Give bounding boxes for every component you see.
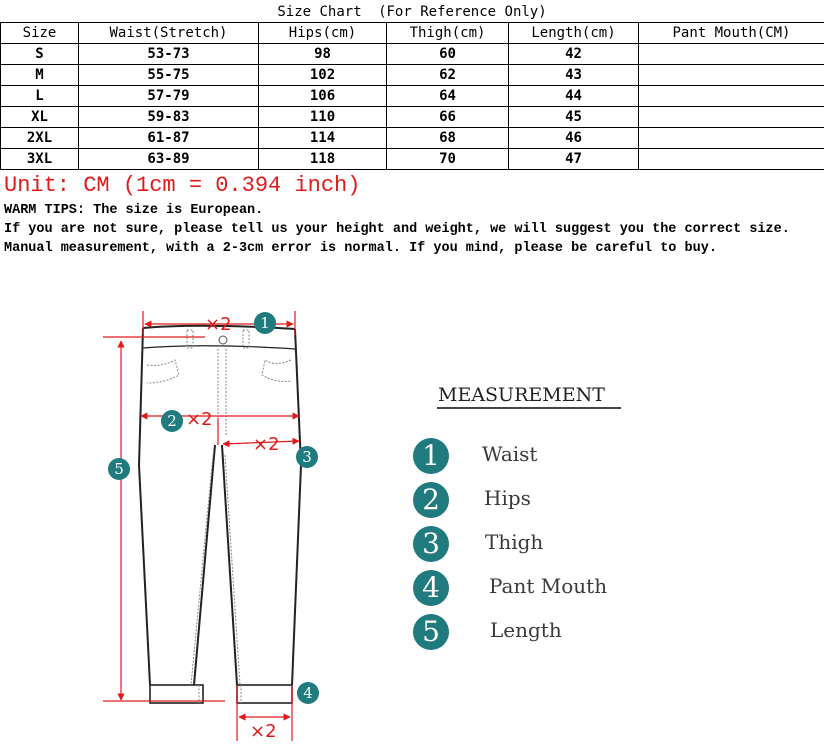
cell-thigh: 64 — [387, 86, 509, 107]
legend-title: MEASUREMENT — [438, 384, 605, 406]
legend-title-underline — [437, 407, 621, 409]
legend-label: Waist — [482, 442, 538, 466]
cell-waist: 55-75 — [79, 65, 259, 86]
cell-hips: 106 — [259, 86, 387, 107]
legend-item-pant-mouth — [410, 570, 660, 606]
size-table — [0, 22, 824, 170]
table-header-row — [1, 23, 824, 44]
legend-label: Hips — [484, 486, 531, 510]
table-row — [1, 128, 824, 149]
cell-size: L — [1, 86, 79, 107]
number-1-icon: 1 — [413, 438, 449, 474]
column-header-length: Length(cm) — [509, 23, 639, 44]
error-note-text: Manual measurement, with a 2-3cm error is normal. If you mind, please be careful to buy. — [4, 241, 717, 256]
column-header-thigh: Thigh(cm) — [387, 23, 509, 44]
cell-size: 2XL — [1, 128, 79, 149]
table-row — [1, 107, 824, 128]
table-row — [1, 149, 824, 170]
cell-waist: 53-73 — [79, 44, 259, 65]
cell-pant-mouth — [639, 44, 824, 65]
size-chart-title — [0, 2, 824, 22]
table-row — [1, 44, 824, 65]
tips-block — [4, 201, 820, 258]
multiplier-pant-mouth: ×2 — [250, 721, 277, 742]
pants-measurement-diagram — [95, 305, 335, 751]
cell-size: 3XL — [1, 149, 79, 170]
number-3-icon: 3 — [413, 526, 449, 562]
multiplier-thigh: ×2 — [253, 434, 280, 455]
cell-waist: 63-89 — [79, 149, 259, 170]
cell-pant-mouth — [639, 65, 824, 86]
warm-tips-text: WARM TIPS: The size is European. — [4, 203, 264, 218]
cell-length: 44 — [509, 86, 639, 107]
legend-item-length — [410, 614, 660, 650]
svg-text:4: 4 — [303, 684, 313, 702]
cell-pant-mouth — [639, 107, 824, 128]
cell-waist: 61-87 — [79, 128, 259, 149]
column-header-hips: Hips(cm) — [259, 23, 387, 44]
cell-length: 42 — [509, 44, 639, 65]
cell-waist: 59-83 — [79, 107, 259, 128]
column-header-pant-mouth: Pant Mouth(CM) — [639, 23, 824, 44]
svg-text:5: 5 — [114, 460, 124, 478]
cell-hips: 102 — [259, 65, 387, 86]
cell-length: 45 — [509, 107, 639, 128]
cell-pant-mouth — [639, 128, 824, 149]
cell-thigh: 70 — [387, 149, 509, 170]
cell-waist: 57-79 — [79, 86, 259, 107]
table-row — [1, 86, 824, 107]
svg-text:3: 3 — [302, 448, 312, 466]
legend-item-hips — [410, 482, 660, 518]
cell-length: 46 — [509, 128, 639, 149]
cell-hips: 118 — [259, 149, 387, 170]
cell-thigh: 62 — [387, 65, 509, 86]
legend-label: Thigh — [485, 530, 544, 554]
number-5-icon: 5 — [413, 614, 449, 650]
unit-note: Unit: CM (1cm = 0.394 inch) — [4, 173, 361, 198]
subtitle-text: (For Reference Only) — [378, 4, 547, 20]
cell-size: M — [1, 65, 79, 86]
table-row — [1, 65, 824, 86]
svg-text:2: 2 — [167, 412, 177, 430]
legend-item-thigh — [410, 526, 660, 562]
cell-length: 47 — [509, 149, 639, 170]
cell-pant-mouth — [639, 149, 824, 170]
cell-hips: 110 — [259, 107, 387, 128]
svg-text:1: 1 — [260, 314, 270, 332]
cell-size: S — [1, 44, 79, 65]
cell-thigh: 68 — [387, 128, 509, 149]
multiplier-hips: ×2 — [186, 409, 213, 430]
title-text: Size Chart — [277, 4, 362, 20]
cell-thigh: 66 — [387, 107, 509, 128]
number-2-icon: 2 — [413, 482, 449, 518]
column-header-waist: Waist(Stretch) — [79, 23, 259, 44]
column-header-size: Size — [1, 23, 79, 44]
number-4-icon: 4 — [413, 570, 449, 606]
cell-hips: 114 — [259, 128, 387, 149]
cell-size: XL — [1, 107, 79, 128]
cell-length: 43 — [509, 65, 639, 86]
cell-thigh: 60 — [387, 44, 509, 65]
legend-item-waist — [410, 438, 660, 474]
legend-label: Length — [490, 618, 562, 642]
cell-hips: 98 — [259, 44, 387, 65]
cell-pant-mouth — [639, 86, 824, 107]
legend-label: Pant Mouth — [489, 574, 608, 598]
multiplier-waist: ×2 — [205, 314, 232, 335]
measurement-legend — [405, 380, 665, 660]
advice-text: If you are not sure, please tell us your height and weight, we will suggest you the correct size. — [4, 222, 790, 237]
